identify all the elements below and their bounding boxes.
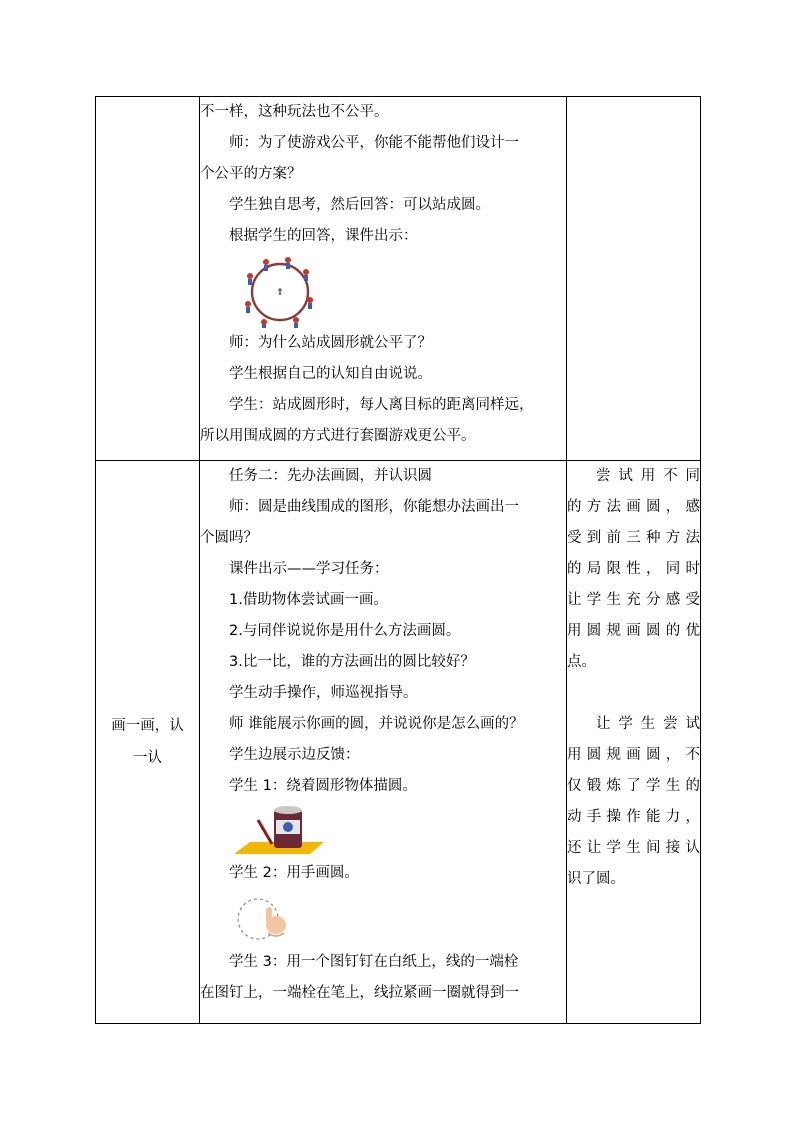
text-line: 个公平的方案？ [200, 166, 302, 182]
intent-line: 用圆规画圆的优 [567, 623, 700, 639]
text-line: 学生 1：绕着圆形物体描圆。 [229, 778, 417, 794]
table-row [96, 461, 701, 1024]
text-line: 在图钉上，一端栓在笔上，线拉紧画一圈就得到一 [200, 985, 519, 1001]
circle-game-illustration [200, 252, 566, 328]
text-line: 师：为什么站成圆形就公平了？ [229, 335, 432, 351]
intent-line: 让学生充分感受 [567, 592, 700, 608]
text-line: 师：为了使游戏公平，你能不能帮他们设计一 [229, 135, 519, 151]
text-line: 课件出示——学习任务： [229, 561, 389, 577]
text-line: 师 谁能展示你画的圆，并说说你是怎么画的？ [229, 716, 524, 732]
intent-cell-empty [567, 97, 701, 461]
text-line: 学生独自思考，然后回答：可以站成圆。 [229, 197, 490, 213]
intent-line: 让学生尝试 [596, 716, 700, 732]
text-line: 2.与同伴说说你是用什么方法画圆。 [229, 623, 461, 639]
intent-line: 仅锻炼了学生的 [567, 778, 700, 794]
table-row [96, 97, 701, 461]
text-line: 所以用围成圆的方式进行套圈游戏更公平。 [200, 428, 476, 444]
text-line: 3.比一比，谁的方法画出的圆比较好？ [229, 654, 475, 670]
intent-cell [567, 461, 701, 1024]
text-line: 学生：站成圆形时，每人离目标的距离同样远， [229, 397, 534, 413]
text-line: 1.借助物体尝试画一画。 [229, 592, 388, 608]
text-line: 任务二：先办法画圆，并认识圆 [229, 468, 432, 484]
intent-line: 受到前三种方法 [567, 530, 700, 546]
intent-line: 尝试用不同 [596, 468, 700, 484]
intent-line: 识了圆。 [567, 871, 625, 887]
paragraph-gap [567, 678, 700, 709]
intent-line: 用圆规画圆，不 [567, 747, 700, 763]
text-line: 不一样，这种玩法也不公平。 [200, 104, 389, 120]
intent-line: 动手操作能力， [567, 809, 700, 825]
stage-cell-empty [96, 97, 200, 461]
stage-title-line: 画一画，认 [111, 718, 184, 734]
process-cell [200, 461, 567, 1024]
intent-line: 的方法画圆，感 [567, 499, 700, 515]
text-line: 学生 3：用一个图钉钉在白纸上，线的一端栓 [229, 954, 519, 970]
text-line: 个圆吗？ [200, 530, 258, 546]
lesson-plan-table [95, 96, 701, 1024]
intent-line: 的局限性，同时 [567, 561, 700, 577]
hand-drawing-illustration [200, 889, 566, 947]
text-line: 学生动手操作，师巡视指导。 [229, 685, 418, 701]
can-tracing-illustration [200, 802, 566, 858]
text-line: 根据学生的回答，课件出示： [229, 228, 418, 244]
intent-line: 还让学生间接认 [567, 840, 700, 856]
text-line: 学生 2：用手画圆。 [229, 865, 359, 881]
stage-cell [96, 461, 200, 1024]
text-line: 学生边展示边反馈： [229, 747, 360, 763]
text-line: 师：圆是曲线围成的图形，你能想办法画出一 [229, 499, 519, 515]
intent-line: 点。 [567, 654, 596, 670]
text-line: 学生根据自己的认知自由说说。 [229, 366, 432, 382]
stage-title-line: 一认 [133, 750, 162, 766]
process-cell [200, 97, 567, 461]
